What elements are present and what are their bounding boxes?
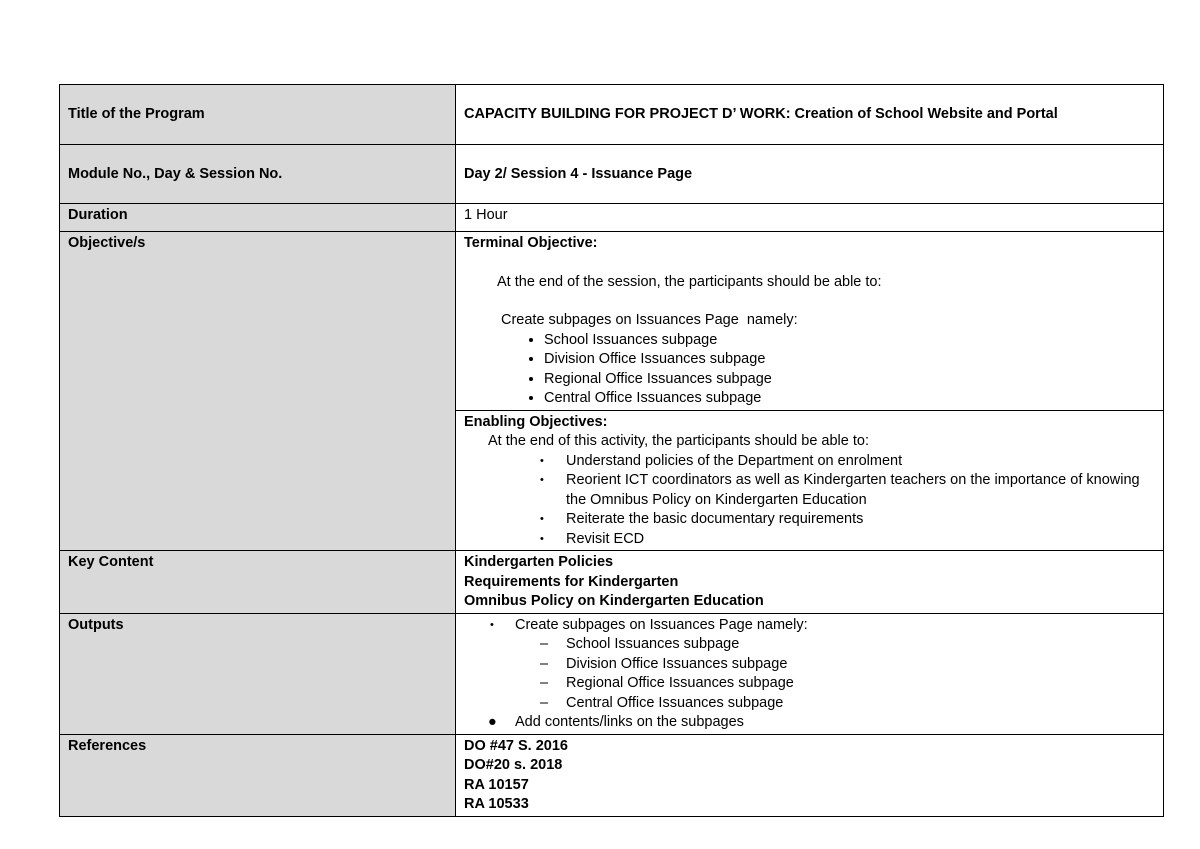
terminal-objective-list [464,331,1155,409]
label-objectives: Objective/s [60,232,456,551]
outputs-cell [456,613,1164,734]
value-duration: 1 Hour [456,204,1164,232]
key-content-item: Requirements for Kindergarten [464,573,679,590]
value-title: CAPACITY BUILDING FOR PROJECT D’ WORK: Creation of School Website and Portal [456,85,1164,145]
row-references [60,734,1164,816]
row-outputs [60,613,1164,734]
dash-icon: – [540,675,549,691]
label-module: Module No., Day & Session No. [60,145,456,204]
label-duration: Duration [60,204,456,232]
label-references: References [60,734,456,816]
reference-item: RA 10533 [464,796,529,812]
value-module: Day 2/ Session 4 - Issuance Page [456,145,1164,204]
list-item: • Revisit ECD [464,530,1155,550]
reference-item: RA 10157 [464,776,529,793]
terminal-objective-heading: Terminal Objective: [464,235,598,251]
list-item: – Central Office Issuances subpage [464,694,1155,714]
list-item: ● Add contents/links on the subpages [464,713,1155,733]
list-item: – Regional Office Issuances subpage [464,674,1155,694]
key-content-item: Omnibus Policy on Kindergarten Education [464,593,764,609]
key-content-cell [456,551,1164,614]
terminal-objective-intro: At the end of the session, the participants should be able to: [497,273,882,290]
bullet-icon: • [540,454,544,467]
list-item: • Understand policies of the Department on enrolment [464,452,1155,472]
list-item: • Central Office Issuances subpage [544,389,1155,409]
bullet-icon: ● [488,714,497,730]
reference-item: DO#20 s. 2018 [464,757,563,773]
list-item: • Regional Office Issuances subpage [544,370,1155,390]
terminal-objective-task: Create subpages on Issuances Page namely: [501,312,798,328]
reference-item: DO #47 S. 2016 [464,737,568,754]
bullet-icon: • [540,532,544,545]
dash-icon: – [540,694,549,711]
row-key-content [60,551,1164,614]
dash-icon: – [540,655,549,672]
row-duration [60,204,1164,232]
enabling-objective-intro: At the end of this activity, the participants should be able to: [488,433,869,449]
enabling-objective-heading: Enabling Objectives: [464,413,608,430]
outputs-list [464,616,1155,733]
label-outputs: Outputs [60,613,456,734]
list-item: • Reorient ICT coordinators as well as Kindergarten teachers on the importance of knowing the Omnibus Policy on Kindergarten Education [540,472,1140,508]
list-item: – Division Office Issuances subpage [464,655,1155,675]
dash-icon: – [540,636,549,652]
list-item: • Reiterate the basic documentary requirements [464,510,1155,530]
enabling-objective-cell [456,410,1164,551]
row-title [60,85,1164,145]
bullet-icon: • [540,474,544,486]
label-title: Title of the Program [60,85,456,145]
session-guide-table [59,84,1164,817]
list-item: • School Issuances subpage [544,331,1155,351]
bullet-icon: • [540,513,544,525]
row-module [60,145,1164,204]
enabling-objective-list [464,452,1155,550]
list-item: • Division Office Issuances subpage [544,350,1155,370]
list-item: – School Issuances subpage [464,635,1155,655]
row-objectives-terminal [60,232,1164,411]
list-item: • Create subpages on Issuances Page namely: [464,616,1155,636]
terminal-objective-cell [456,232,1164,411]
bullet-icon: • [490,618,494,631]
references-cell [456,734,1164,816]
key-content-item: Kindergarten Policies [464,554,614,570]
label-key-content: Key Content [60,551,456,614]
